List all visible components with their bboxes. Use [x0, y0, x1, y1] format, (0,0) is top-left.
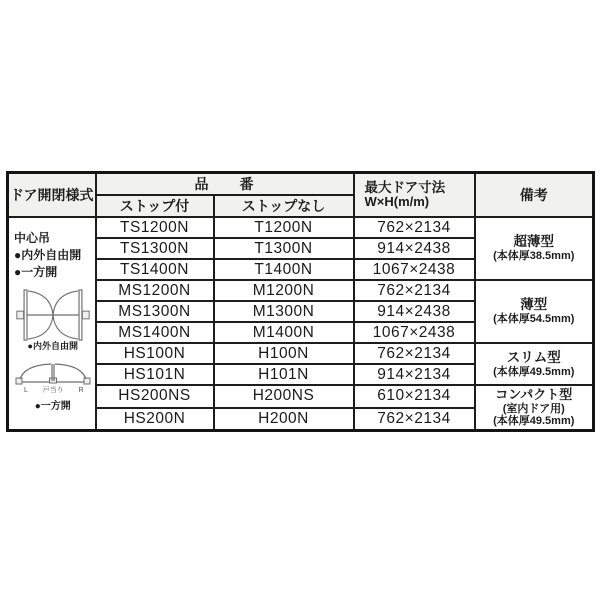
max-size: 610×2134 [354, 385, 475, 408]
model-with-stop: TS1200N [96, 217, 214, 238]
model-without-stop: H100N [214, 343, 354, 364]
table-row [8, 217, 594, 238]
remarks-group-slim [475, 343, 594, 385]
remarks-group-ultra-thin [475, 217, 594, 280]
door-spec-table [6, 171, 595, 432]
model-with-stop: TS1400N [96, 259, 214, 280]
model-without-stop: T1300N [214, 238, 354, 259]
door-style-line3: ●一方開 [14, 264, 58, 279]
diagrams [14, 288, 92, 412]
model-with-stop: MS1400N [96, 322, 214, 343]
one-way-swing-label: ●一方開 [34, 401, 71, 413]
remarks-type-name: スリム型 [506, 349, 561, 365]
model-with-stop: TS1300N [96, 238, 214, 259]
model-with-stop: HS100N [96, 343, 214, 364]
remarks-group-thin [475, 280, 594, 343]
header-max-door-size [354, 173, 475, 218]
header-product-number: 品 番 [96, 173, 354, 196]
model-without-stop: H200N [214, 408, 354, 431]
remarks-type-name: 薄型 [520, 297, 548, 313]
max-size: 914×2438 [354, 301, 475, 322]
max-size: 1067×2438 [354, 259, 475, 280]
max-size: 914×2134 [354, 364, 475, 385]
header-without-stop: ストップなし [214, 195, 354, 217]
door-stop-label: 戸当り [42, 387, 64, 395]
door-style-cell [8, 217, 96, 430]
max-size: 914×2438 [354, 238, 475, 259]
one-way-diagram-labels [14, 387, 92, 394]
model-without-stop: H101N [214, 364, 354, 385]
remarks-type-name: コンパクト型 [495, 387, 573, 402]
remarks-type-note: (本体厚38.5mm) [493, 250, 575, 263]
model-without-stop: M1200N [214, 280, 354, 301]
remarks-type-note: (本体厚49.5mm) [493, 365, 575, 378]
model-with-stop: MS1200N [96, 280, 214, 301]
table-row [8, 385, 594, 408]
max-size: 762×2134 [354, 408, 475, 431]
model-with-stop: HS200N [96, 408, 214, 431]
model-without-stop: M1300N [214, 301, 354, 322]
header-max-door-size-line2: W×H(m/m) [364, 194, 430, 210]
remarks-type-note: (室内ドア用) [502, 402, 565, 415]
remarks-type-name: 超薄型 [513, 234, 554, 250]
model-without-stop: H200NS [214, 385, 354, 408]
header-door-style: ドア開閉様式 [8, 173, 96, 218]
model-without-stop: T1400N [214, 259, 354, 280]
model-without-stop: M1400N [214, 322, 354, 343]
remarks-type-note: (本体厚49.5mm) [493, 415, 575, 428]
max-size: 762×2134 [354, 280, 475, 301]
pivot-right-label: R [78, 387, 84, 395]
remarks-type-note: (本体厚54.5mm) [493, 313, 575, 326]
double-swing-door-icon [16, 288, 90, 342]
double-swing-label: ●内外自由開 [27, 341, 78, 352]
one-way-swing-door-icon [15, 360, 91, 386]
model-with-stop: MS1300N [96, 301, 214, 322]
max-size: 762×2134 [354, 343, 475, 364]
table-row [8, 280, 594, 301]
model-without-stop: T1200N [214, 217, 354, 238]
header-max-door-size-line1: 最大ドア寸法 [364, 179, 446, 195]
pivot-left-label: L [24, 387, 28, 395]
header-remarks: 備考 [475, 173, 594, 218]
max-size: 1067×2438 [354, 322, 475, 343]
header-with-stop: ストップ付 [96, 195, 214, 217]
remarks-group-compact [475, 385, 594, 430]
max-size: 762×2134 [354, 217, 475, 238]
model-with-stop: HS101N [96, 364, 214, 385]
table-row [8, 343, 594, 364]
model-with-stop: HS200NS [96, 385, 214, 408]
door-style-line2: ●内外自由開 [14, 247, 82, 262]
door-style-line1: 中心吊 [14, 231, 51, 245]
